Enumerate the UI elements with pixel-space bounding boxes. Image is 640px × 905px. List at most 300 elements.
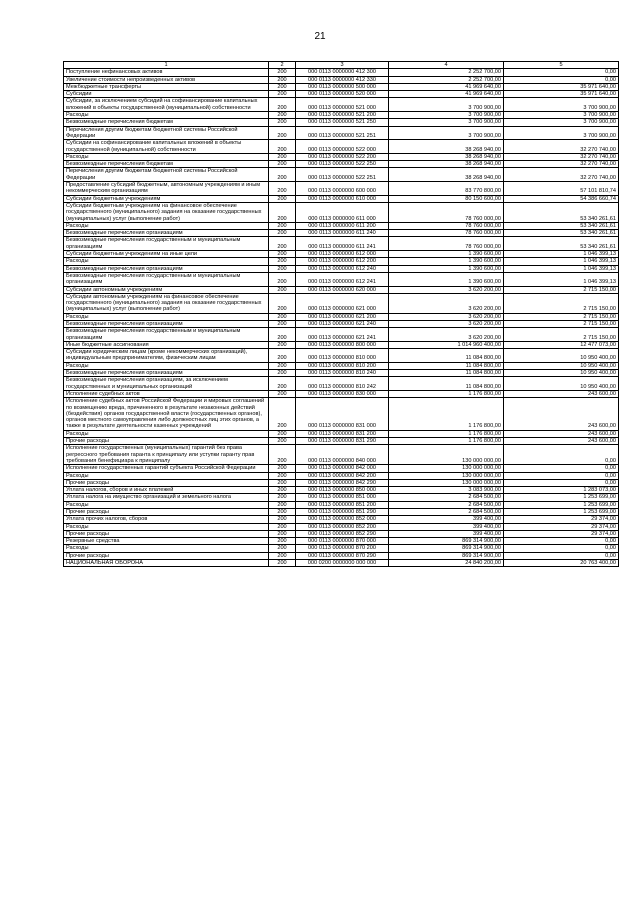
row-approved-cell: 3 700 900,00 bbox=[389, 126, 504, 140]
row-executed-cell: 0,00 bbox=[504, 69, 619, 76]
table-row bbox=[64, 293, 619, 313]
row-budget-code-cell: 000 0113 0000000 412 300 bbox=[296, 69, 389, 76]
row-line-code-cell: 200 bbox=[269, 98, 296, 112]
row-approved-cell: 78 760 000,00 bbox=[389, 230, 504, 237]
row-executed-cell: 35 971 640,00 bbox=[504, 91, 619, 98]
row-budget-code-cell: 000 0113 0000000 870 290 bbox=[296, 552, 389, 559]
row-name-cell: Безвозмездные перечисления бюджетам bbox=[64, 119, 269, 126]
row-budget-code-cell: 000 0113 0000000 830 000 bbox=[296, 390, 389, 397]
row-approved-cell: 11 084 800,00 bbox=[389, 349, 504, 363]
row-budget-code-cell: 000 0113 0000000 621 240 bbox=[296, 320, 389, 327]
row-budget-code-cell: 000 0113 0000000 852 290 bbox=[296, 530, 389, 537]
row-executed-cell: 2 715 150,00 bbox=[504, 293, 619, 313]
row-name-cell: Субсидии бюджетным учреждениям bbox=[64, 195, 269, 202]
row-budget-code-cell: 000 0113 0000000 810 242 bbox=[296, 377, 389, 391]
row-budget-code-cell: 000 0113 0000000 800 000 bbox=[296, 341, 389, 348]
row-line-code-cell: 200 bbox=[269, 286, 296, 293]
header-cell: 4 bbox=[389, 62, 504, 69]
table-row bbox=[64, 251, 619, 258]
row-line-code-cell: 200 bbox=[269, 168, 296, 182]
row-approved-cell: 38 268 940,00 bbox=[389, 168, 504, 182]
row-budget-code-cell: 000 0113 0000000 612 000 bbox=[296, 251, 389, 258]
table-row bbox=[64, 523, 619, 530]
row-line-code-cell: 200 bbox=[269, 182, 296, 196]
row-budget-code-cell: 000 0113 0000000 852 000 bbox=[296, 516, 389, 523]
table-row bbox=[64, 552, 619, 559]
row-executed-cell: 53 340 261,61 bbox=[504, 222, 619, 229]
row-line-code-cell: 200 bbox=[269, 195, 296, 202]
row-executed-cell: 54 386 660,74 bbox=[504, 195, 619, 202]
table-row bbox=[64, 472, 619, 479]
table-row bbox=[64, 430, 619, 437]
row-approved-cell: 11 084 800,00 bbox=[389, 362, 504, 369]
header-cell: 1 bbox=[64, 62, 269, 69]
row-executed-cell: 0,00 bbox=[504, 465, 619, 472]
row-budget-code-cell: 000 0113 0000000 850 000 bbox=[296, 487, 389, 494]
table-row bbox=[64, 76, 619, 83]
row-budget-code-cell: 000 0113 0000000 612 241 bbox=[296, 272, 389, 286]
table-row bbox=[64, 272, 619, 286]
row-approved-cell: 1 390 600,00 bbox=[389, 258, 504, 265]
row-line-code-cell: 200 bbox=[269, 328, 296, 342]
page-number: 21 bbox=[314, 31, 326, 42]
row-line-code-cell: 200 bbox=[269, 430, 296, 437]
row-name-cell: Расходы bbox=[64, 313, 269, 320]
table-row bbox=[64, 112, 619, 119]
table-row bbox=[64, 83, 619, 90]
row-approved-cell: 38 268 940,00 bbox=[389, 161, 504, 168]
row-budget-code-cell: 000 0113 0000000 521 000 bbox=[296, 98, 389, 112]
row-approved-cell: 3 700 900,00 bbox=[389, 112, 504, 119]
row-budget-code-cell: 000 0113 0000000 522 000 bbox=[296, 140, 389, 154]
row-executed-cell: 1 046 399,13 bbox=[504, 251, 619, 258]
row-executed-cell: 53 340 261,61 bbox=[504, 230, 619, 237]
table-row bbox=[64, 377, 619, 391]
row-name-cell: Субсидии автономным учреждениям bbox=[64, 286, 269, 293]
row-executed-cell: 1 046 399,13 bbox=[504, 258, 619, 265]
row-name-cell: Иные бюджетные ассигнования bbox=[64, 341, 269, 348]
table-row bbox=[64, 91, 619, 98]
row-approved-cell: 80 150 600,00 bbox=[389, 195, 504, 202]
row-approved-cell: 78 760 000,00 bbox=[389, 222, 504, 229]
row-executed-cell: 57 101 810,74 bbox=[504, 182, 619, 196]
row-approved-cell: 399 400,00 bbox=[389, 530, 504, 537]
row-approved-cell: 1 390 600,00 bbox=[389, 265, 504, 272]
table-row bbox=[64, 265, 619, 272]
row-approved-cell: 399 400,00 bbox=[389, 523, 504, 530]
row-executed-cell: 0,00 bbox=[504, 538, 619, 545]
row-line-code-cell: 200 bbox=[269, 76, 296, 83]
row-line-code-cell: 200 bbox=[269, 293, 296, 313]
table-row bbox=[64, 222, 619, 229]
row-budget-code-cell: 000 0113 0000000 810 240 bbox=[296, 370, 389, 377]
row-name-cell: Увеличение стоимости непроизведенных активов bbox=[64, 76, 269, 83]
row-name-cell: Расходы bbox=[64, 545, 269, 552]
row-budget-code-cell: 000 0113 0000000 611 200 bbox=[296, 222, 389, 229]
row-budget-code-cell: 000 0113 0000000 851 290 bbox=[296, 509, 389, 516]
row-budget-code-cell: 000 0113 0000000 522 251 bbox=[296, 168, 389, 182]
row-name-cell: Прочие расходы bbox=[64, 438, 269, 445]
table-row bbox=[64, 126, 619, 140]
row-name-cell: Расходы bbox=[64, 153, 269, 160]
row-line-code-cell: 200 bbox=[269, 161, 296, 168]
table-row bbox=[64, 530, 619, 537]
row-executed-cell: 53 340 261,61 bbox=[504, 202, 619, 222]
row-approved-cell: 130 000 000,00 bbox=[389, 479, 504, 486]
row-name-cell: Расходы bbox=[64, 523, 269, 530]
row-executed-cell: 29 374,00 bbox=[504, 530, 619, 537]
row-name-cell: Безвозмездные перечисления государственным и муниципальным организациям bbox=[64, 237, 269, 251]
row-executed-cell: 1 253 699,00 bbox=[504, 494, 619, 501]
row-budget-code-cell: 000 0113 0000000 852 200 bbox=[296, 523, 389, 530]
table-row bbox=[64, 286, 619, 293]
header-cell: 3 bbox=[296, 62, 389, 69]
row-approved-cell: 41 969 640,00 bbox=[389, 91, 504, 98]
table-row bbox=[64, 320, 619, 327]
table-header-row bbox=[64, 62, 619, 69]
row-name-cell: Прочие расходы bbox=[64, 552, 269, 559]
row-line-code-cell: 200 bbox=[269, 552, 296, 559]
row-executed-cell: 2 715 150,00 bbox=[504, 328, 619, 342]
row-executed-cell: 2 715 150,00 bbox=[504, 286, 619, 293]
row-budget-code-cell: 000 0113 0000000 621 000 bbox=[296, 293, 389, 313]
row-budget-code-cell: 000 0113 0000000 842 000 bbox=[296, 465, 389, 472]
row-executed-cell: 32 270 740,00 bbox=[504, 161, 619, 168]
row-line-code-cell: 200 bbox=[269, 501, 296, 508]
row-executed-cell: 243 600,00 bbox=[504, 430, 619, 437]
table-row bbox=[64, 140, 619, 154]
row-budget-code-cell: 000 0113 0000000 611 000 bbox=[296, 202, 389, 222]
table-row bbox=[64, 313, 619, 320]
row-line-code-cell: 200 bbox=[269, 523, 296, 530]
row-line-code-cell: 200 bbox=[269, 545, 296, 552]
row-line-code-cell: 200 bbox=[269, 153, 296, 160]
budget-execution-table bbox=[63, 61, 619, 567]
row-name-cell: Расходы bbox=[64, 112, 269, 119]
row-name-cell: Предоставление субсидий бюджетным, автономным учреждениям и иным некоммерческим организациям bbox=[64, 182, 269, 196]
row-line-code-cell: 200 bbox=[269, 258, 296, 265]
row-executed-cell: 2 715 150,00 bbox=[504, 320, 619, 327]
row-budget-code-cell: 000 0113 0000000 521 200 bbox=[296, 112, 389, 119]
row-line-code-cell: 200 bbox=[269, 230, 296, 237]
row-executed-cell: 0,00 bbox=[504, 472, 619, 479]
row-name-cell: Межбюджетные трансферты bbox=[64, 83, 269, 90]
row-line-code-cell: 200 bbox=[269, 126, 296, 140]
row-name-cell: Уплата налогов, сборов и иных платежей bbox=[64, 487, 269, 494]
row-executed-cell: 1 046 399,13 bbox=[504, 265, 619, 272]
row-line-code-cell: 200 bbox=[269, 237, 296, 251]
row-budget-code-cell: 000 0113 0000000 831 200 bbox=[296, 430, 389, 437]
row-budget-code-cell: 000 0113 0000000 611 241 bbox=[296, 237, 389, 251]
table-row bbox=[64, 341, 619, 348]
row-executed-cell: 2 715 150,00 bbox=[504, 313, 619, 320]
row-executed-cell: 3 700 900,00 bbox=[504, 98, 619, 112]
row-name-cell: Безвозмездные перечисления организациям, за исключением государственных и муниципальных организаций bbox=[64, 377, 269, 391]
row-line-code-cell: 200 bbox=[269, 272, 296, 286]
table-row bbox=[64, 168, 619, 182]
row-line-code-cell: 200 bbox=[269, 560, 296, 567]
row-name-cell: Расходы bbox=[64, 222, 269, 229]
row-name-cell: Уплата прочих налогов, сборов bbox=[64, 516, 269, 523]
row-line-code-cell: 200 bbox=[269, 222, 296, 229]
row-name-cell: Прочие расходы bbox=[64, 509, 269, 516]
row-name-cell: Безвозмездные перечисления государственным и муниципальным организациям bbox=[64, 328, 269, 342]
row-line-code-cell: 200 bbox=[269, 445, 296, 465]
row-approved-cell: 3 620 200,00 bbox=[389, 293, 504, 313]
row-approved-cell: 1 176 800,00 bbox=[389, 430, 504, 437]
row-line-code-cell: 200 bbox=[269, 320, 296, 327]
row-line-code-cell: 200 bbox=[269, 313, 296, 320]
row-line-code-cell: 200 bbox=[269, 119, 296, 126]
row-name-cell: Безвозмездные перечисления организациям bbox=[64, 265, 269, 272]
row-approved-cell: 83 770 800,00 bbox=[389, 182, 504, 196]
row-executed-cell: 1 283 073,00 bbox=[504, 487, 619, 494]
row-budget-code-cell: 000 0113 0000000 842 200 bbox=[296, 472, 389, 479]
row-name-cell: Расходы bbox=[64, 258, 269, 265]
table-row bbox=[64, 69, 619, 76]
row-line-code-cell: 200 bbox=[269, 91, 296, 98]
row-approved-cell: 1 176 800,00 bbox=[389, 390, 504, 397]
row-executed-cell: 243 600,00 bbox=[504, 390, 619, 397]
row-name-cell: НАЦИОНАЛЬНАЯ ОБОРОНА bbox=[64, 560, 269, 567]
table-row bbox=[64, 362, 619, 369]
row-executed-cell: 32 270 740,00 bbox=[504, 153, 619, 160]
row-name-cell: Поступление нефинансовых активов bbox=[64, 69, 269, 76]
row-executed-cell: 243 600,00 bbox=[504, 438, 619, 445]
row-budget-code-cell: 000 0113 0000000 842 290 bbox=[296, 479, 389, 486]
row-budget-code-cell: 000 0113 0000000 831 290 bbox=[296, 438, 389, 445]
row-line-code-cell: 200 bbox=[269, 487, 296, 494]
row-budget-code-cell: 000 0200 0000000 000 000 bbox=[296, 560, 389, 567]
row-executed-cell: 1 253 699,00 bbox=[504, 509, 619, 516]
row-approved-cell: 130 000 000,00 bbox=[389, 465, 504, 472]
row-approved-cell: 1 014 960 400,00 bbox=[389, 341, 504, 348]
row-name-cell: Исполнение судебных актов Российской Федерации и мировых соглашений по возмещению вреда, причиненного в результате незаконных действий (бездействия) органов государственной власти (государственных органов), органов местного самоуправления либо должностных лиц этих органов, а также в результате деятельности казенных учреждений bbox=[64, 398, 269, 430]
row-executed-cell: 0,00 bbox=[504, 76, 619, 83]
row-line-code-cell: 200 bbox=[269, 202, 296, 222]
row-approved-cell: 869 314 900,00 bbox=[389, 552, 504, 559]
row-name-cell: Безвозмездные перечисления государственным и муниципальным организациям bbox=[64, 272, 269, 286]
row-executed-cell: 12 477 073,00 bbox=[504, 341, 619, 348]
row-line-code-cell: 200 bbox=[269, 69, 296, 76]
row-name-cell: Субсидии бюджетным учреждениям на финансовое обеспечение государственного (муниципального) задания на оказание государственных (муниципальных) услуг (выполнение работ) bbox=[64, 202, 269, 222]
row-name-cell: Уплата налога на имущество организаций и земельного налога bbox=[64, 494, 269, 501]
row-budget-code-cell: 000 0113 0000000 610 000 bbox=[296, 195, 389, 202]
row-approved-cell: 2 684 500,00 bbox=[389, 494, 504, 501]
row-name-cell: Резервные средства bbox=[64, 538, 269, 545]
row-line-code-cell: 200 bbox=[269, 112, 296, 119]
row-approved-cell: 38 268 940,00 bbox=[389, 153, 504, 160]
row-approved-cell: 3 620 200,00 bbox=[389, 328, 504, 342]
table-row bbox=[64, 182, 619, 196]
row-budget-code-cell: 000 0113 0000000 521 250 bbox=[296, 119, 389, 126]
row-executed-cell: 32 270 740,00 bbox=[504, 168, 619, 182]
row-budget-code-cell: 000 0113 0000000 621 241 bbox=[296, 328, 389, 342]
row-approved-cell: 869 314 900,00 bbox=[389, 545, 504, 552]
row-budget-code-cell: 000 0113 0000000 412 330 bbox=[296, 76, 389, 83]
row-name-cell: Безвозмездные перечисления организациям bbox=[64, 370, 269, 377]
table-row bbox=[64, 98, 619, 112]
row-line-code-cell: 200 bbox=[269, 140, 296, 154]
table-row bbox=[64, 560, 619, 567]
row-name-cell: Расходы bbox=[64, 430, 269, 437]
row-budget-code-cell: 000 0113 0000000 840 000 bbox=[296, 445, 389, 465]
row-approved-cell: 2 252 700,00 bbox=[389, 69, 504, 76]
table-row bbox=[64, 479, 619, 486]
row-approved-cell: 130 000 000,00 bbox=[389, 472, 504, 479]
row-executed-cell: 20 763 400,00 bbox=[504, 560, 619, 567]
row-approved-cell: 3 620 200,00 bbox=[389, 286, 504, 293]
table-row bbox=[64, 545, 619, 552]
row-name-cell: Безвозмездные перечисления организациям bbox=[64, 320, 269, 327]
row-budget-code-cell: 000 0113 0000000 520 000 bbox=[296, 91, 389, 98]
row-approved-cell: 1 176 800,00 bbox=[389, 438, 504, 445]
row-name-cell: Прочие расходы bbox=[64, 530, 269, 537]
row-executed-cell: 10 950 400,00 bbox=[504, 362, 619, 369]
table-row bbox=[64, 494, 619, 501]
row-line-code-cell: 200 bbox=[269, 362, 296, 369]
row-approved-cell: 2 684 500,00 bbox=[389, 501, 504, 508]
row-approved-cell: 11 084 800,00 bbox=[389, 377, 504, 391]
table-row bbox=[64, 258, 619, 265]
row-line-code-cell: 200 bbox=[269, 494, 296, 501]
row-approved-cell: 78 760 000,00 bbox=[389, 202, 504, 222]
row-budget-code-cell: 000 0113 0000000 600 000 bbox=[296, 182, 389, 196]
row-executed-cell: 53 340 261,61 bbox=[504, 237, 619, 251]
row-executed-cell: 29 374,00 bbox=[504, 523, 619, 530]
row-budget-code-cell: 000 0113 0000000 870 000 bbox=[296, 538, 389, 545]
row-budget-code-cell: 000 0113 0000000 612 240 bbox=[296, 265, 389, 272]
row-line-code-cell: 200 bbox=[269, 83, 296, 90]
table-row bbox=[64, 501, 619, 508]
row-line-code-cell: 200 bbox=[269, 370, 296, 377]
table-row bbox=[64, 509, 619, 516]
table-row bbox=[64, 390, 619, 397]
row-name-cell: Перечисления другим бюджетам бюджетной системы Российской Федерации bbox=[64, 168, 269, 182]
row-name-cell: Субсидии, за исключением субсидий на софинансирование капитальных вложений в объекты государственной (муниципальной) собственности bbox=[64, 98, 269, 112]
row-budget-code-cell: 000 0113 0000000 521 251 bbox=[296, 126, 389, 140]
row-name-cell: Расходы bbox=[64, 501, 269, 508]
row-budget-code-cell: 000 0113 0000000 522 250 bbox=[296, 161, 389, 168]
row-executed-cell: 0,00 bbox=[504, 545, 619, 552]
row-approved-cell: 1 390 600,00 bbox=[389, 272, 504, 286]
row-executed-cell: 0,00 bbox=[504, 552, 619, 559]
row-approved-cell: 24 840 200,00 bbox=[389, 560, 504, 567]
row-budget-code-cell: 000 0113 0000000 831 000 bbox=[296, 398, 389, 430]
row-line-code-cell: 200 bbox=[269, 530, 296, 537]
row-line-code-cell: 200 bbox=[269, 509, 296, 516]
table-row bbox=[64, 153, 619, 160]
table-row bbox=[64, 370, 619, 377]
table-row bbox=[64, 398, 619, 430]
row-line-code-cell: 200 bbox=[269, 349, 296, 363]
row-approved-cell: 78 760 000,00 bbox=[389, 237, 504, 251]
row-approved-cell: 38 268 940,00 bbox=[389, 140, 504, 154]
row-budget-code-cell: 000 0113 0000000 522 200 bbox=[296, 153, 389, 160]
row-executed-cell: 3 700 900,00 bbox=[504, 126, 619, 140]
table-row bbox=[64, 445, 619, 465]
table-row bbox=[64, 538, 619, 545]
row-approved-cell: 869 314 900,00 bbox=[389, 538, 504, 545]
row-executed-cell: 29 374,00 bbox=[504, 516, 619, 523]
row-line-code-cell: 200 bbox=[269, 390, 296, 397]
row-approved-cell: 3 700 900,00 bbox=[389, 98, 504, 112]
row-executed-cell: 35 971 640,00 bbox=[504, 83, 619, 90]
row-name-cell: Безвозмездные перечисления организациям bbox=[64, 230, 269, 237]
row-approved-cell: 399 400,00 bbox=[389, 516, 504, 523]
row-name-cell: Субсидии бюджетным учреждениям на иные цели bbox=[64, 251, 269, 258]
row-line-code-cell: 200 bbox=[269, 479, 296, 486]
table-row bbox=[64, 516, 619, 523]
table-row bbox=[64, 195, 619, 202]
row-name-cell: Исполнение государственных гарантий субъекта Российской Федерации bbox=[64, 465, 269, 472]
row-budget-code-cell: 000 0113 0000000 870 200 bbox=[296, 545, 389, 552]
row-approved-cell: 11 084 800,00 bbox=[389, 370, 504, 377]
row-budget-code-cell: 000 0113 0000000 611 240 bbox=[296, 230, 389, 237]
table-row bbox=[64, 465, 619, 472]
row-budget-code-cell: 000 0113 0000000 810 200 bbox=[296, 362, 389, 369]
row-budget-code-cell: 000 0113 0000000 612 200 bbox=[296, 258, 389, 265]
table-row bbox=[64, 230, 619, 237]
row-executed-cell: 3 700 900,00 bbox=[504, 112, 619, 119]
row-name-cell: Субсидии bbox=[64, 91, 269, 98]
row-executed-cell: 0,00 bbox=[504, 445, 619, 465]
row-line-code-cell: 200 bbox=[269, 251, 296, 258]
row-line-code-cell: 200 bbox=[269, 438, 296, 445]
table-row bbox=[64, 349, 619, 363]
row-name-cell: Субсидии автономным учреждениям на финансовое обеспечение государственного (муниципального) задания на оказание государственных (муниципальных) услуг (выполнение работ) bbox=[64, 293, 269, 313]
row-line-code-cell: 200 bbox=[269, 265, 296, 272]
row-executed-cell: 1 046 399,13 bbox=[504, 272, 619, 286]
row-approved-cell: 41 969 640,00 bbox=[389, 83, 504, 90]
table-row bbox=[64, 487, 619, 494]
row-name-cell: Расходы bbox=[64, 362, 269, 369]
row-approved-cell: 3 620 200,00 bbox=[389, 320, 504, 327]
table-row bbox=[64, 202, 619, 222]
row-name-cell: Безвозмездные перечисления бюджетам bbox=[64, 161, 269, 168]
row-name-cell: Перечисления другим бюджетам бюджетной системы Российской Федерации bbox=[64, 126, 269, 140]
row-approved-cell: 3 083 900,00 bbox=[389, 487, 504, 494]
row-budget-code-cell: 000 0113 0000000 851 200 bbox=[296, 501, 389, 508]
row-budget-code-cell: 000 0113 0000000 810 000 bbox=[296, 349, 389, 363]
row-executed-cell: 1 253 699,00 bbox=[504, 501, 619, 508]
row-budget-code-cell: 000 0113 0000000 851 000 bbox=[296, 494, 389, 501]
row-line-code-cell: 200 bbox=[269, 398, 296, 430]
table-row bbox=[64, 237, 619, 251]
row-executed-cell: 243 600,00 bbox=[504, 398, 619, 430]
row-budget-code-cell: 000 0113 0000000 621 200 bbox=[296, 313, 389, 320]
row-name-cell: Расходы bbox=[64, 472, 269, 479]
row-line-code-cell: 200 bbox=[269, 341, 296, 348]
row-name-cell: Исполнение государственных (муниципальных) гарантий без права регрессного требования гаранта к принципалу или уступки гаранту прав требования бенефициара к принципалу bbox=[64, 445, 269, 465]
row-budget-code-cell: 000 0113 0000000 500 000 bbox=[296, 83, 389, 90]
table-row bbox=[64, 328, 619, 342]
row-name-cell: Субсидии на софинансирование капитальных вложений в объекты государственной (муниципальной) собственности bbox=[64, 140, 269, 154]
row-approved-cell: 130 000 000,00 bbox=[389, 445, 504, 465]
row-line-code-cell: 200 bbox=[269, 377, 296, 391]
row-approved-cell: 2 252 700,00 bbox=[389, 76, 504, 83]
table-row bbox=[64, 161, 619, 168]
table-row bbox=[64, 438, 619, 445]
row-approved-cell: 2 684 500,00 bbox=[389, 509, 504, 516]
row-approved-cell: 3 700 900,00 bbox=[389, 119, 504, 126]
row-budget-code-cell: 000 0113 0000000 620 000 bbox=[296, 286, 389, 293]
row-approved-cell: 3 620 200,00 bbox=[389, 313, 504, 320]
row-executed-cell: 32 270 740,00 bbox=[504, 140, 619, 154]
row-approved-cell: 1 390 600,00 bbox=[389, 251, 504, 258]
row-line-code-cell: 200 bbox=[269, 465, 296, 472]
row-executed-cell: 10 950 400,00 bbox=[504, 349, 619, 363]
